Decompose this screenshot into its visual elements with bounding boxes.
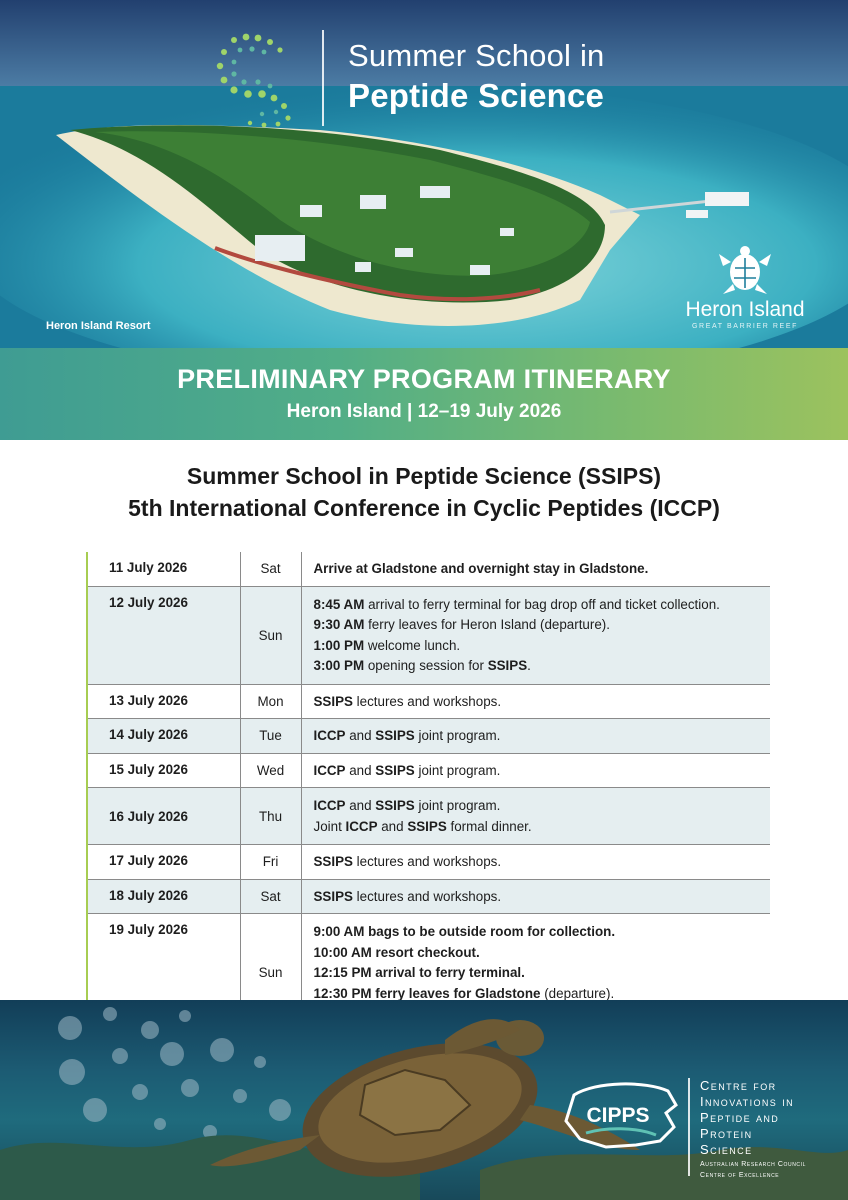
- activity-line: [314, 656, 771, 677]
- itinerary-row: [87, 879, 770, 914]
- activity-line: [314, 852, 771, 873]
- itinerary-row: [87, 753, 770, 788]
- photo-caption: Heron Island Resort: [46, 320, 151, 332]
- activity-line: [314, 595, 771, 616]
- activity-highlight: SSIPS: [313, 854, 353, 869]
- turtle-icon: [715, 246, 775, 298]
- activity-text: formal dinner.: [446, 818, 532, 834]
- itinerary-row: [87, 719, 770, 754]
- itinerary-date: 14 July 2026: [87, 719, 240, 754]
- activity-text: joint program.: [414, 728, 501, 743]
- activity-highlight: ICCP: [313, 728, 346, 743]
- activity-highlight: 1:00 PM: [313, 637, 365, 653]
- itinerary-date: 12 July 2026: [87, 586, 240, 684]
- cipps-logo-text: CIPPS: [586, 1104, 650, 1127]
- activity-highlight: SSIPS: [407, 818, 447, 834]
- activity-line: [314, 559, 771, 580]
- itinerary-body: [87, 552, 770, 1032]
- itinerary-date: 15 July 2026: [87, 753, 240, 788]
- itinerary-date: 17 July 2026: [87, 845, 240, 880]
- itinerary-date: 18 July 2026: [87, 879, 240, 914]
- heading-iccp: 5th International Conference in Cyclic Peptides (ICCP): [128, 495, 720, 521]
- activity-text: (departure).: [540, 985, 615, 1001]
- activity-text: ferry leaves for Heron Island (departure).: [364, 617, 610, 632]
- activity-line: [314, 796, 771, 817]
- activity-line: [314, 636, 771, 657]
- itinerary-weekday: Sat: [240, 552, 301, 586]
- itinerary-weekday: Fri: [240, 845, 301, 880]
- activity-text: arrival to ferry terminal for bag drop off and ticket collection.: [364, 596, 720, 612]
- itinerary-activities: [301, 586, 770, 684]
- activity-text: lectures and workshops.: [352, 854, 502, 869]
- cipps-divider: [688, 1078, 690, 1176]
- itinerary-activities: [301, 788, 770, 845]
- activity-line: [314, 761, 771, 782]
- itinerary-weekday: Mon: [240, 684, 301, 719]
- activity-highlight: 12:15 PM arrival to ferry terminal.: [313, 965, 525, 980]
- heading-ssips: Summer School in Peptide Science (SSIPS): [186, 463, 662, 489]
- activity-text: and: [377, 818, 408, 834]
- event-title-line2: Peptide Science: [348, 77, 605, 114]
- cipps-name-line: Protein: [700, 1126, 753, 1141]
- activity-text: joint program.: [414, 798, 501, 813]
- activity-highlight: 8:45 AM: [313, 596, 365, 612]
- cipps-logo: [556, 1075, 686, 1155]
- cipps-name-line: Science: [700, 1142, 753, 1157]
- activity-highlight: SSIPS: [375, 728, 415, 743]
- activity-highlight: 10:00 AM resort checkout.: [313, 944, 480, 960]
- activity-highlight: 9:00 AM bags to be outside room for collection.: [313, 924, 616, 939]
- itinerary-table: [86, 552, 770, 1032]
- activity-text: and: [345, 728, 376, 743]
- activity-line: [314, 692, 771, 713]
- itinerary-weekday: Tue: [240, 719, 301, 754]
- cipps-name-line: Centre for: [700, 1078, 777, 1093]
- cipps-affiliation-line: Australian Research Council: [700, 1161, 806, 1168]
- activity-text: .: [527, 658, 531, 673]
- program-banner: [0, 348, 848, 440]
- itinerary-date: 19 July 2026: [87, 914, 240, 1032]
- itinerary-row: [87, 845, 770, 880]
- activity-highlight: SSIPS: [375, 762, 415, 778]
- activity-highlight: SSIPS: [487, 658, 528, 673]
- activity-highlight: ICCP: [313, 762, 346, 778]
- event-title-line1: Summer School in: [348, 38, 605, 73]
- activity-highlight: ICCP: [345, 818, 378, 834]
- cipps-name-line: Innovations in: [700, 1094, 794, 1109]
- activity-highlight: 3:00 PM: [313, 658, 365, 673]
- activity-text: and: [345, 762, 376, 778]
- itinerary-row: [87, 788, 770, 845]
- itinerary-activities: [301, 753, 770, 788]
- itinerary-row: [87, 552, 770, 586]
- activity-line: [314, 726, 771, 747]
- activity-line: [314, 615, 771, 636]
- activity-highlight: 9:30 AM: [313, 617, 365, 632]
- activity-text: and: [345, 798, 376, 813]
- activity-highlight: SSIPS: [375, 798, 415, 813]
- itinerary-activities: [301, 845, 770, 880]
- itinerary-date: 16 July 2026: [87, 788, 240, 845]
- cipps-affiliation-line: Centre of Excellence: [700, 1172, 780, 1179]
- activity-line: [314, 817, 771, 838]
- activity-highlight: SSIPS: [313, 888, 353, 904]
- cipps-name-line: Peptide and: [700, 1110, 780, 1125]
- activity-highlight: Arrive at Gladstone and overnight stay in Gladstone.: [313, 561, 649, 576]
- activity-highlight: SSIPS: [313, 693, 353, 709]
- activity-text: opening session for: [364, 658, 488, 673]
- activity-text: Joint: [313, 818, 346, 834]
- activity-text: lectures and workshops.: [352, 888, 502, 904]
- itinerary-activities: [301, 684, 770, 719]
- itinerary-date: 11 July 2026: [87, 552, 240, 586]
- banner-title: PRELIMINARY PROGRAM ITINERARY: [177, 364, 671, 394]
- event-title: [348, 40, 604, 112]
- heron-island-logo: [680, 246, 810, 330]
- itinerary-weekday: Sun: [240, 914, 301, 1032]
- itinerary-weekday: Sun: [240, 586, 301, 684]
- itinerary-date: 13 July 2026: [87, 684, 240, 719]
- itinerary-activities: [301, 879, 770, 914]
- heron-logo-subtitle: GREAT BARRIER REEF: [692, 323, 798, 330]
- document-headings: [0, 460, 848, 524]
- activity-line: [314, 943, 771, 964]
- itinerary-weekday: Thu: [240, 788, 301, 845]
- itinerary-row: [87, 684, 770, 719]
- activity-text: joint program.: [414, 762, 501, 778]
- itinerary-weekday: Sat: [240, 879, 301, 914]
- itinerary-weekday: Wed: [240, 753, 301, 788]
- itinerary-row: [87, 586, 770, 684]
- activity-text: welcome lunch.: [364, 637, 461, 653]
- brand-divider: [322, 30, 324, 126]
- itinerary-activities: [301, 719, 770, 754]
- activity-line: [314, 887, 771, 908]
- activity-line: [314, 963, 771, 984]
- itinerary-activities: [301, 552, 770, 586]
- activity-line: [314, 922, 771, 943]
- activity-highlight: ICCP: [313, 798, 346, 813]
- dotted-swirl-logo: [212, 28, 304, 128]
- cipps-org-name: [700, 1078, 806, 1180]
- heron-logo-name: Heron Island: [685, 298, 805, 321]
- activity-highlight: 12:30 PM ferry leaves for Gladstone: [313, 985, 541, 1001]
- hero-photo: [0, 0, 848, 348]
- banner-subtitle: Heron Island | 12–19 July 2026: [286, 401, 562, 422]
- activity-text: lectures and workshops.: [352, 693, 502, 709]
